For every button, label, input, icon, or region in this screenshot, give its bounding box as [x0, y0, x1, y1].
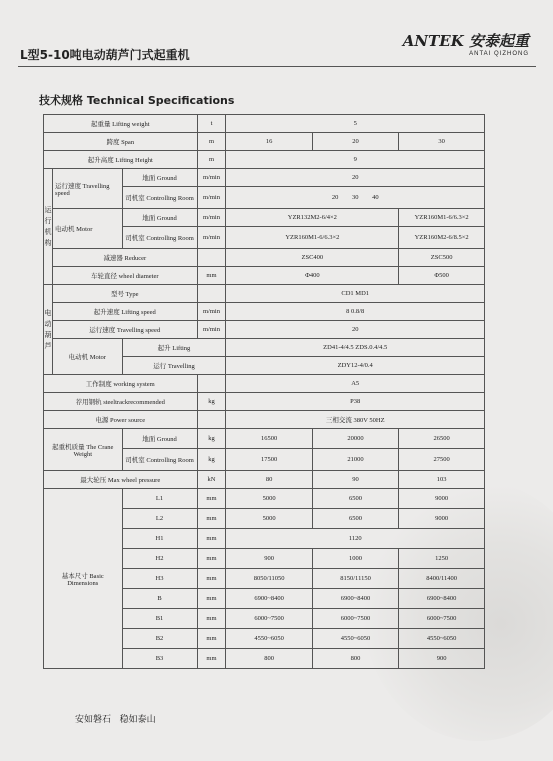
table-row — [44, 151, 485, 169]
footer-slogan — [75, 712, 156, 725]
spec-value: Φ400 — [226, 267, 399, 285]
spec-value: 8050/11050 — [226, 569, 312, 589]
spec-value: 6900~8400 — [312, 589, 398, 609]
group-label-operating: 运行机构 — [44, 169, 53, 285]
spec-value: 40 — [372, 194, 379, 201]
spec-value: 80 — [226, 471, 312, 489]
spec-sublabel: 司机室 Controlling Room — [122, 449, 197, 471]
spec-value: 9000 — [399, 509, 485, 529]
spec-sublabel: 地面 Ground — [122, 209, 197, 227]
spec-value: YZR160M1-6/6.3×2 — [226, 227, 399, 249]
logo-main-text: ANTEK 安泰起重 — [402, 32, 529, 50]
spec-unit — [197, 285, 226, 303]
spec-unit: mm — [197, 609, 226, 629]
spec-unit — [197, 249, 226, 267]
table-row — [44, 339, 485, 357]
spec-value: ZDY12-4/0.4 — [226, 357, 485, 375]
spec-unit: mm — [197, 267, 226, 285]
spec-value: 20 — [226, 169, 485, 187]
spec-label: 电源 Power source — [44, 411, 198, 429]
spec-value: ZSC500 — [399, 249, 485, 267]
dim-name: B1 — [122, 609, 197, 629]
dim-name: B3 — [122, 649, 197, 669]
spec-value: YZR160M1-6/6.3×2 — [399, 209, 485, 227]
spec-value: 1000 — [312, 549, 398, 569]
spec-unit: m/min — [197, 209, 226, 227]
spec-value: 5000 — [226, 509, 312, 529]
spec-sublabel: 司机室 Controlling Room — [122, 187, 197, 209]
spec-value: 9 — [226, 151, 485, 169]
spec-value: 27500 — [399, 449, 485, 471]
spec-value: 8 0.8/8 — [226, 303, 485, 321]
spec-unit: mm — [197, 549, 226, 569]
spec-label: 起重量 Lifting weight — [44, 115, 198, 133]
spec-label: 运行速度 Travelling speed — [52, 321, 197, 339]
table-row — [44, 267, 485, 285]
logo-sub-text: ANTAI QIZHONG — [469, 51, 529, 57]
spec-value: 90 — [312, 471, 398, 489]
spec-label: 荐用钢轨 steeltrackrecommended — [44, 393, 198, 411]
spec-value: 20 — [226, 321, 485, 339]
spec-label: 车轮直径 wheel diameter — [52, 267, 197, 285]
spec-value: 1120 — [226, 529, 485, 549]
spec-unit: mm — [197, 589, 226, 609]
spec-value: 20 — [312, 133, 398, 151]
spec-value: 6000~7500 — [399, 609, 485, 629]
spec-sublabel: 起升 Lifting — [122, 339, 226, 357]
spec-unit: m/min — [197, 303, 226, 321]
spec-unit — [197, 411, 226, 429]
table-row — [44, 321, 485, 339]
table-row — [44, 393, 485, 411]
spec-value: 900 — [226, 549, 312, 569]
spec-value: 1250 — [399, 549, 485, 569]
spec-unit: mm — [197, 629, 226, 649]
spec-label: 型号 Type — [52, 285, 197, 303]
dim-name: B2 — [122, 629, 197, 649]
spec-sublabel: 司机室 Controlling Room — [122, 227, 197, 249]
spec-value-group — [226, 187, 485, 209]
table-row — [44, 411, 485, 429]
spec-unit: t — [197, 115, 226, 133]
table-row — [44, 303, 485, 321]
spec-value: Φ500 — [399, 267, 485, 285]
spec-value: CD1 MD1 — [226, 285, 485, 303]
table-row — [44, 169, 485, 187]
spec-unit: mm — [197, 649, 226, 669]
spec-unit: m/min — [197, 187, 226, 209]
spec-unit: mm — [197, 529, 226, 549]
dim-name: B — [122, 589, 197, 609]
spec-value: 8150/11150 — [312, 569, 398, 589]
spec-unit: m — [197, 133, 226, 151]
spec-label: 基本尺寸 Basic Dimensions — [44, 489, 123, 669]
spec-label: 跨度 Span — [44, 133, 198, 151]
dim-name: L2 — [122, 509, 197, 529]
dim-name: L1 — [122, 489, 197, 509]
spec-value: 8400/11400 — [399, 569, 485, 589]
slogan-part-1: 安如磐石 — [75, 715, 112, 725]
spec-unit: mm — [197, 509, 226, 529]
spec-value: 17500 — [226, 449, 312, 471]
table-row — [44, 429, 485, 449]
spec-value: 26500 — [399, 429, 485, 449]
spec-unit: m/min — [197, 321, 226, 339]
spec-value: 6500 — [312, 489, 398, 509]
spec-value: 30 — [351, 194, 359, 201]
spec-value: YZR132M2-6/4×2 — [226, 209, 399, 227]
spec-value: 4550~6050 — [226, 629, 312, 649]
spec-sublabel: 地面 Ground — [122, 429, 197, 449]
spec-value: 103 — [399, 471, 485, 489]
spec-label: 运行速度 Travelling speed — [52, 169, 122, 209]
spec-value: 21000 — [312, 449, 398, 471]
spec-unit: kg — [197, 393, 226, 411]
page-header-title: L型5-10吨电动葫芦门式起重机 — [20, 48, 190, 62]
table-row — [44, 489, 485, 509]
spec-value: 900 — [399, 649, 485, 669]
dim-name: H3 — [122, 569, 197, 589]
spec-sublabel: 运行 Travelling — [122, 357, 226, 375]
spec-unit: kg — [197, 449, 226, 471]
spec-value: 6000~7500 — [226, 609, 312, 629]
spec-value: 6000~7500 — [312, 609, 398, 629]
spec-value: ZSC400 — [226, 249, 399, 267]
spec-value: 6900~8400 — [399, 589, 485, 609]
spec-value: P38 — [226, 393, 485, 411]
spec-value: 6500 — [312, 509, 398, 529]
spec-value: 16 — [226, 133, 312, 151]
spec-label: 电动机 Motor — [52, 339, 122, 375]
company-logo — [403, 30, 529, 57]
spec-value: 30 — [399, 133, 485, 151]
spec-value: 5000 — [226, 489, 312, 509]
section-title: 技术规格 Technical Specifications — [39, 94, 235, 107]
spec-value: A5 — [226, 375, 485, 393]
header-divider — [18, 66, 536, 67]
spec-value: 800 — [226, 649, 312, 669]
spec-label: 减速器 Reducer — [52, 249, 197, 267]
spec-value: 20 — [331, 194, 339, 201]
spec-unit: mm — [197, 569, 226, 589]
group-label-hoist: 电动葫芦 — [44, 285, 53, 375]
spec-value: 9000 — [399, 489, 485, 509]
spec-unit — [197, 375, 226, 393]
table-row — [44, 133, 485, 151]
table-row — [44, 115, 485, 133]
dim-name: H2 — [122, 549, 197, 569]
spec-unit: m/min — [197, 169, 226, 187]
spec-unit: mm — [197, 489, 226, 509]
spec-label: 起重机质量 The Crane Weight — [44, 429, 123, 471]
spec-label: 起升速度 Lifting speed — [52, 303, 197, 321]
spec-value: 4550~6050 — [399, 629, 485, 649]
spec-value: 6900~8400 — [226, 589, 312, 609]
spec-label: 电动机 Motor — [52, 209, 122, 249]
dim-name: H1 — [122, 529, 197, 549]
spec-value: 16500 — [226, 429, 312, 449]
spec-value: 4550~6050 — [312, 629, 398, 649]
table-row — [44, 471, 485, 489]
spec-label: 工作制度 working system — [44, 375, 198, 393]
spec-value: YZR160M2-6/8.5×2 — [399, 227, 485, 249]
spec-unit: kg — [197, 429, 226, 449]
spec-label: 最大轮压 Max wheel pressure — [44, 471, 198, 489]
spec-unit: m — [197, 151, 226, 169]
spec-unit: kN — [197, 471, 226, 489]
table-row — [44, 285, 485, 303]
spec-unit: m/min — [197, 227, 226, 249]
spec-value: 20000 — [312, 429, 398, 449]
spec-value: 5 — [226, 115, 485, 133]
table-row — [44, 249, 485, 267]
spec-table — [43, 114, 485, 669]
table-row — [44, 375, 485, 393]
spec-label: 起升高度 Lifting Height — [44, 151, 198, 169]
slogan-part-2: 稳如泰山 — [119, 715, 156, 725]
spec-value: ZD41-4/4.5 ZDS.0.4/4.5 — [226, 339, 485, 357]
spec-value: 800 — [312, 649, 398, 669]
table-row — [44, 209, 485, 227]
spec-value: 三相交流 380V 50HZ — [226, 411, 485, 429]
spec-sublabel: 地面 Ground — [122, 169, 197, 187]
